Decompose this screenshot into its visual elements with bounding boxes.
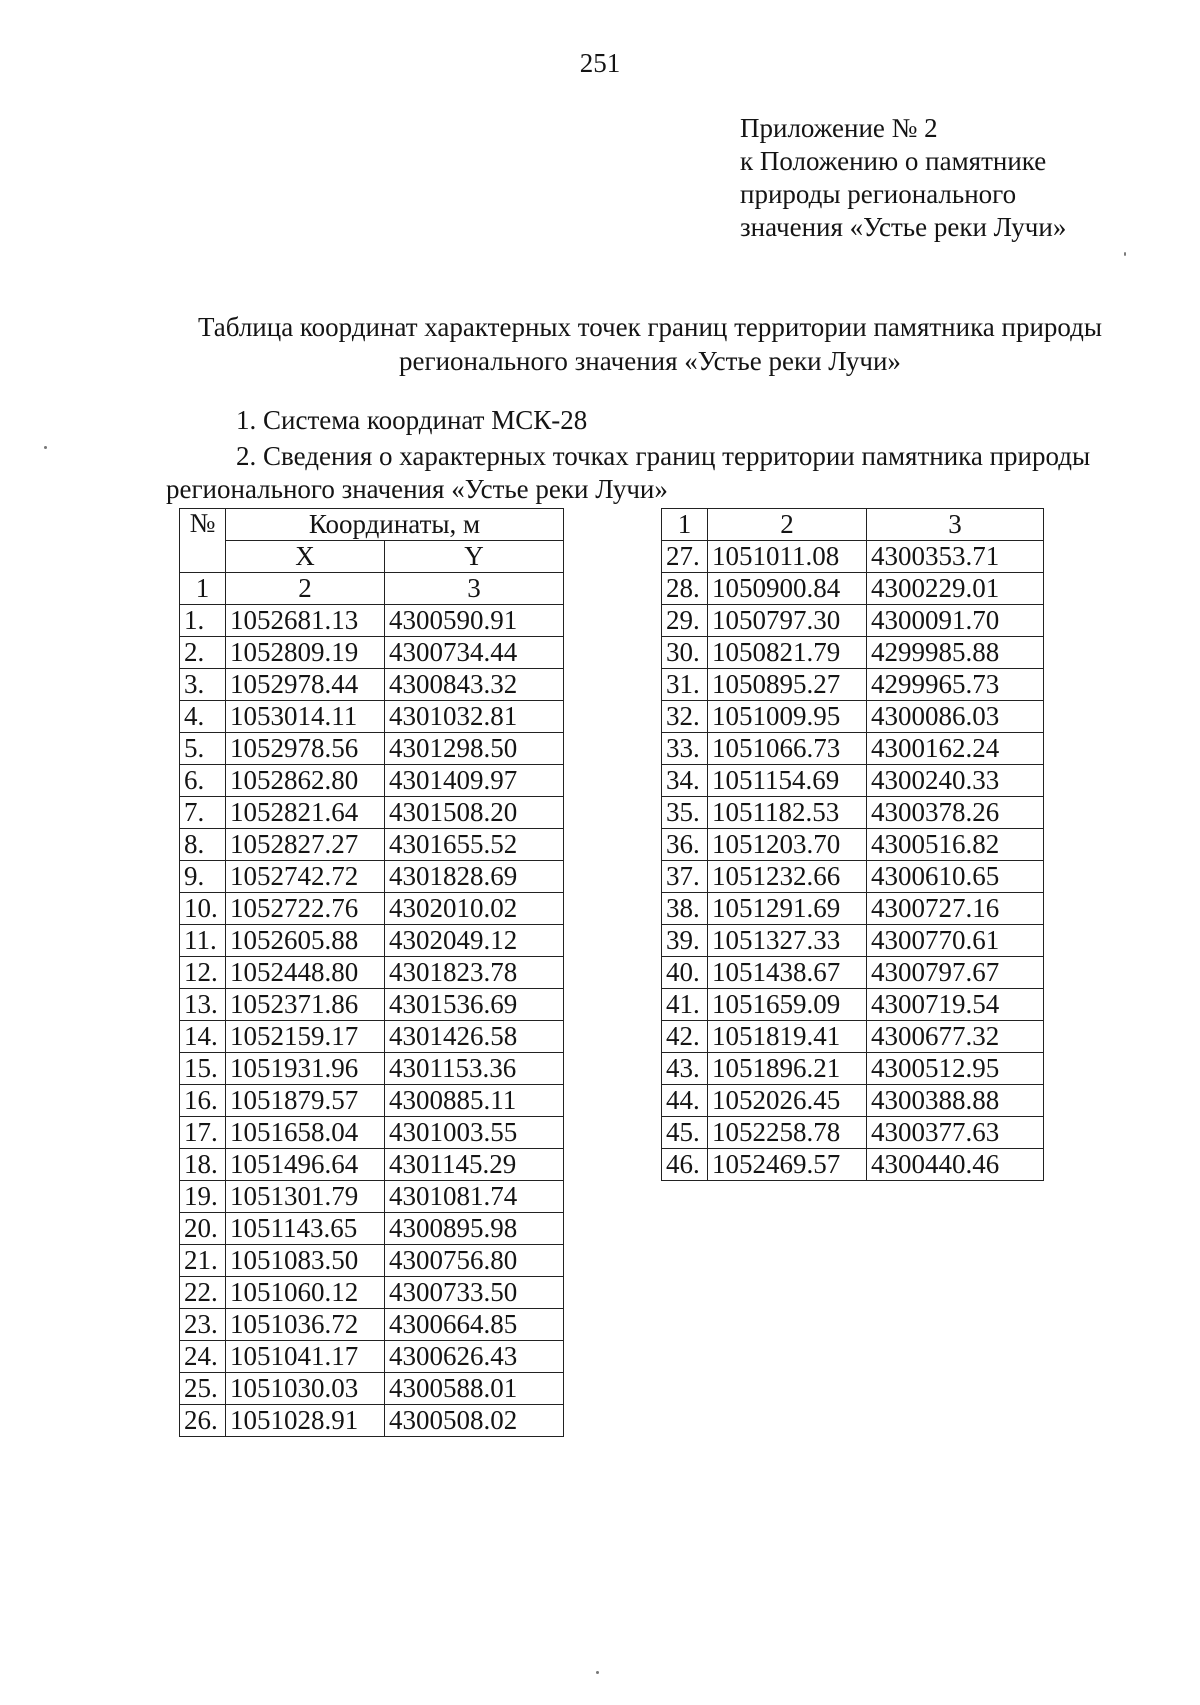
y-coordinate-cell: 4300353.71	[867, 541, 1044, 573]
x-coordinate-cell: 1052448.80	[226, 957, 385, 989]
point-number-cell: 30.	[662, 637, 708, 669]
point-number-cell: 28.	[662, 573, 708, 605]
table-row	[180, 605, 564, 637]
x-coordinate-cell: 1051028.91	[226, 1405, 385, 1437]
y-coordinate-cell: 4300388.88	[867, 1085, 1044, 1117]
point-number-cell: 18.	[180, 1149, 226, 1181]
x-coordinate-cell: 1051879.57	[226, 1085, 385, 1117]
header-y: Y	[385, 541, 564, 573]
x-coordinate-cell: 1052371.86	[226, 989, 385, 1021]
table-header-row	[180, 541, 564, 573]
x-coordinate-cell: 1051060.12	[226, 1277, 385, 1309]
y-coordinate-cell: 4300086.03	[867, 701, 1044, 733]
point-number-cell: 17.	[180, 1117, 226, 1149]
point-number-cell: 22.	[180, 1277, 226, 1309]
coordinates-table-left-body	[180, 509, 564, 1437]
table-row	[180, 1341, 564, 1373]
y-coordinate-cell: 4300885.11	[385, 1085, 564, 1117]
point-number-cell: 1.	[180, 605, 226, 637]
y-coordinate-cell: 4300770.61	[867, 925, 1044, 957]
y-coordinate-cell: 4300797.67	[867, 957, 1044, 989]
point-number-cell: 25.	[180, 1373, 226, 1405]
y-coordinate-cell: 4300378.26	[867, 797, 1044, 829]
x-coordinate-cell: 1051041.17	[226, 1341, 385, 1373]
boundary-points-item: 2. Сведения о характерных точках границ территории памятника природы	[236, 441, 1091, 471]
y-coordinate-cell: 4301145.29	[385, 1149, 564, 1181]
table-header-row	[180, 509, 564, 541]
table-row	[662, 861, 1044, 893]
point-number-cell: 13.	[180, 989, 226, 1021]
y-coordinate-cell: 4300664.85	[385, 1309, 564, 1341]
table-row	[180, 637, 564, 669]
x-coordinate-cell: 1052258.78	[708, 1117, 867, 1149]
table-row	[662, 989, 1044, 1021]
table-row	[662, 1117, 1044, 1149]
table-row	[180, 1181, 564, 1213]
document-title	[150, 310, 1150, 378]
x-coordinate-cell: 1051009.95	[708, 701, 867, 733]
table-row	[662, 1053, 1044, 1085]
table-row	[662, 573, 1044, 605]
y-coordinate-cell: 4300240.33	[867, 765, 1044, 797]
table-row	[180, 1277, 564, 1309]
column-number-row	[180, 573, 564, 605]
x-coordinate-cell: 1051203.70	[708, 829, 867, 861]
coordinates-table-right	[661, 508, 1044, 1181]
y-coordinate-cell: 4301655.52	[385, 829, 564, 861]
x-coordinate-cell: 1051496.64	[226, 1149, 385, 1181]
x-coordinate-cell: 1051659.09	[708, 989, 867, 1021]
appendix-line: значения «Устье реки Лучи»	[740, 212, 1067, 242]
table-row	[180, 733, 564, 765]
point-number-cell: 10.	[180, 893, 226, 925]
x-coordinate-cell: 1051143.65	[226, 1213, 385, 1245]
point-number-cell: 44.	[662, 1085, 708, 1117]
y-coordinate-cell: 4301003.55	[385, 1117, 564, 1149]
y-coordinate-cell: 4302010.02	[385, 893, 564, 925]
x-coordinate-cell: 1052681.13	[226, 605, 385, 637]
point-number-cell: 5.	[180, 733, 226, 765]
x-coordinate-cell: 1050895.27	[708, 669, 867, 701]
point-number-cell: 42.	[662, 1021, 708, 1053]
point-number-cell: 6.	[180, 765, 226, 797]
y-coordinate-cell: 4300895.98	[385, 1213, 564, 1245]
point-number-cell: 29.	[662, 605, 708, 637]
x-coordinate-cell: 1050797.30	[708, 605, 867, 637]
table-row	[180, 989, 564, 1021]
table-row	[180, 1021, 564, 1053]
table-row	[662, 797, 1044, 829]
table-row	[180, 669, 564, 701]
y-coordinate-cell: 4300733.50	[385, 1277, 564, 1309]
point-number-cell: 4.	[180, 701, 226, 733]
x-coordinate-cell: 1052821.64	[226, 797, 385, 829]
point-number-cell: 26.	[180, 1405, 226, 1437]
y-coordinate-cell: 4300677.32	[867, 1021, 1044, 1053]
table-row	[180, 765, 564, 797]
table-row	[180, 797, 564, 829]
table-row	[180, 1373, 564, 1405]
point-number-cell: 45.	[662, 1117, 708, 1149]
x-coordinate-cell: 1052809.19	[226, 637, 385, 669]
table-row	[662, 1149, 1044, 1181]
y-coordinate-cell: 4300610.65	[867, 861, 1044, 893]
x-coordinate-cell: 1052026.45	[708, 1085, 867, 1117]
y-coordinate-cell: 4302049.12	[385, 925, 564, 957]
point-number-cell: 7.	[180, 797, 226, 829]
x-coordinate-cell: 1052742.72	[226, 861, 385, 893]
table-row	[662, 1085, 1044, 1117]
table-row	[662, 669, 1044, 701]
y-coordinate-cell: 4300626.43	[385, 1341, 564, 1373]
point-number-cell: 43.	[662, 1053, 708, 1085]
table-row	[662, 925, 1044, 957]
point-number-cell: 14.	[180, 1021, 226, 1053]
header-x: X	[226, 541, 385, 573]
y-coordinate-cell: 4300512.95	[867, 1053, 1044, 1085]
x-coordinate-cell: 1052605.88	[226, 925, 385, 957]
x-coordinate-cell: 1051301.79	[226, 1181, 385, 1213]
y-coordinate-cell: 4300091.70	[867, 605, 1044, 637]
table-row	[662, 701, 1044, 733]
x-coordinate-cell: 1051232.66	[708, 861, 867, 893]
x-coordinate-cell: 1051327.33	[708, 925, 867, 957]
y-coordinate-cell: 4301298.50	[385, 733, 564, 765]
table-row	[662, 541, 1044, 573]
y-coordinate-cell: 4300734.44	[385, 637, 564, 669]
point-number-cell: 36.	[662, 829, 708, 861]
table-row	[180, 701, 564, 733]
y-coordinate-cell: 4301153.36	[385, 1053, 564, 1085]
point-number-cell: 38.	[662, 893, 708, 925]
point-number-cell: 37.	[662, 861, 708, 893]
column-number: 1	[180, 573, 226, 605]
column-number-row	[662, 509, 1044, 541]
point-number-cell: 33.	[662, 733, 708, 765]
point-number-cell: 19.	[180, 1181, 226, 1213]
table-row	[662, 765, 1044, 797]
point-number-cell: 39.	[662, 925, 708, 957]
point-number-cell: 8.	[180, 829, 226, 861]
y-coordinate-cell: 4301536.69	[385, 989, 564, 1021]
scan-speck	[1124, 252, 1126, 256]
y-coordinate-cell: 4300440.46	[867, 1149, 1044, 1181]
scan-speck	[44, 446, 47, 449]
y-coordinate-cell: 4301426.58	[385, 1021, 564, 1053]
y-coordinate-cell: 4301032.81	[385, 701, 564, 733]
point-number-cell: 11.	[180, 925, 226, 957]
y-coordinate-cell: 4300508.02	[385, 1405, 564, 1437]
point-number-cell: 27.	[662, 541, 708, 573]
table-row	[180, 829, 564, 861]
table-row	[180, 1309, 564, 1341]
coordinates-table-right-body	[662, 509, 1044, 1181]
table-row	[662, 605, 1044, 637]
x-coordinate-cell: 1051931.96	[226, 1053, 385, 1085]
point-number-cell: 20.	[180, 1213, 226, 1245]
x-coordinate-cell: 1051066.73	[708, 733, 867, 765]
y-coordinate-cell: 4299965.73	[867, 669, 1044, 701]
appendix-line: Приложение № 2	[740, 113, 938, 143]
x-coordinate-cell: 1052159.17	[226, 1021, 385, 1053]
point-number-cell: 9.	[180, 861, 226, 893]
x-coordinate-cell: 1051182.53	[708, 797, 867, 829]
column-number: 2	[226, 573, 385, 605]
y-coordinate-cell: 4300229.01	[867, 573, 1044, 605]
x-coordinate-cell: 1052827.27	[226, 829, 385, 861]
x-coordinate-cell: 1050900.84	[708, 573, 867, 605]
table-row	[662, 637, 1044, 669]
boundary-points-item-continuation: регионального значения «Устье реки Лучи»	[166, 474, 668, 504]
point-number-cell: 15.	[180, 1053, 226, 1085]
x-coordinate-cell: 1051438.67	[708, 957, 867, 989]
y-coordinate-cell: 4299985.88	[867, 637, 1044, 669]
x-coordinate-cell: 1051658.04	[226, 1117, 385, 1149]
y-coordinate-cell: 4300162.24	[867, 733, 1044, 765]
table-row	[662, 1021, 1044, 1053]
point-number-cell: 34.	[662, 765, 708, 797]
point-number-cell: 16.	[180, 1085, 226, 1117]
x-coordinate-cell: 1052978.44	[226, 669, 385, 701]
table-row	[180, 1245, 564, 1277]
table-row	[662, 733, 1044, 765]
page-number: 251	[579, 48, 621, 78]
x-coordinate-cell: 1051083.50	[226, 1245, 385, 1277]
point-number-cell: 46.	[662, 1149, 708, 1181]
header-coordinates: Координаты, м	[226, 509, 564, 541]
x-coordinate-cell: 1050821.79	[708, 637, 867, 669]
y-coordinate-cell: 4300588.01	[385, 1373, 564, 1405]
x-coordinate-cell: 1052469.57	[708, 1149, 867, 1181]
point-number-cell: 12.	[180, 957, 226, 989]
column-number: 2	[708, 509, 867, 541]
x-coordinate-cell: 1051011.08	[708, 541, 867, 573]
y-coordinate-cell: 4300516.82	[867, 829, 1044, 861]
point-number-cell: 21.	[180, 1245, 226, 1277]
header-number: №	[180, 509, 226, 573]
y-coordinate-cell: 4300719.54	[867, 989, 1044, 1021]
appendix-line: к Положению о памятнике	[740, 146, 1047, 176]
x-coordinate-cell: 1052978.56	[226, 733, 385, 765]
y-coordinate-cell: 4300843.32	[385, 669, 564, 701]
table-row	[180, 1117, 564, 1149]
x-coordinate-cell: 1051291.69	[708, 893, 867, 925]
table-row	[662, 829, 1044, 861]
point-number-cell: 23.	[180, 1309, 226, 1341]
table-row	[662, 957, 1044, 989]
table-row	[662, 893, 1044, 925]
x-coordinate-cell: 1051154.69	[708, 765, 867, 797]
x-coordinate-cell: 1053014.11	[226, 701, 385, 733]
column-number: 3	[385, 573, 564, 605]
point-number-cell: 41.	[662, 989, 708, 1021]
x-coordinate-cell: 1051036.72	[226, 1309, 385, 1341]
x-coordinate-cell: 1052722.76	[226, 893, 385, 925]
y-coordinate-cell: 4301081.74	[385, 1181, 564, 1213]
column-number: 3	[867, 509, 1044, 541]
table-row	[180, 1405, 564, 1437]
point-number-cell: 32.	[662, 701, 708, 733]
x-coordinate-cell: 1051896.21	[708, 1053, 867, 1085]
y-coordinate-cell: 4301409.97	[385, 765, 564, 797]
y-coordinate-cell: 4301828.69	[385, 861, 564, 893]
table-row	[180, 861, 564, 893]
x-coordinate-cell: 1051819.41	[708, 1021, 867, 1053]
appendix-line: природы регионального	[740, 179, 1017, 209]
point-number-cell: 24.	[180, 1341, 226, 1373]
appendix-header	[740, 112, 1066, 244]
y-coordinate-cell: 4301823.78	[385, 957, 564, 989]
table-row	[180, 925, 564, 957]
x-coordinate-cell: 1052862.80	[226, 765, 385, 797]
y-coordinate-cell: 4300377.63	[867, 1117, 1044, 1149]
title-line-2: регионального значения «Устье реки Лучи»	[399, 346, 901, 376]
point-number-cell: 31.	[662, 669, 708, 701]
table-row	[180, 957, 564, 989]
x-coordinate-cell: 1051030.03	[226, 1373, 385, 1405]
y-coordinate-cell: 4300756.80	[385, 1245, 564, 1277]
table-row	[180, 1213, 564, 1245]
column-number: 1	[662, 509, 708, 541]
point-number-cell: 35.	[662, 797, 708, 829]
table-row	[180, 893, 564, 925]
title-line-1: Таблица координат характерных точек границ территории памятника природы	[197, 312, 1103, 342]
y-coordinate-cell: 4300590.91	[385, 605, 564, 637]
point-number-cell: 2.	[180, 637, 226, 669]
point-number-cell: 3.	[180, 669, 226, 701]
coordinates-table-left	[179, 508, 564, 1437]
table-row	[180, 1149, 564, 1181]
y-coordinate-cell: 4301508.20	[385, 797, 564, 829]
coordinate-system-item: 1. Система координат МСК-28	[236, 405, 588, 435]
y-coordinate-cell: 4300727.16	[867, 893, 1044, 925]
table-row	[180, 1085, 564, 1117]
scan-speck	[596, 1671, 599, 1674]
point-number-cell: 40.	[662, 957, 708, 989]
table-row	[180, 1053, 564, 1085]
